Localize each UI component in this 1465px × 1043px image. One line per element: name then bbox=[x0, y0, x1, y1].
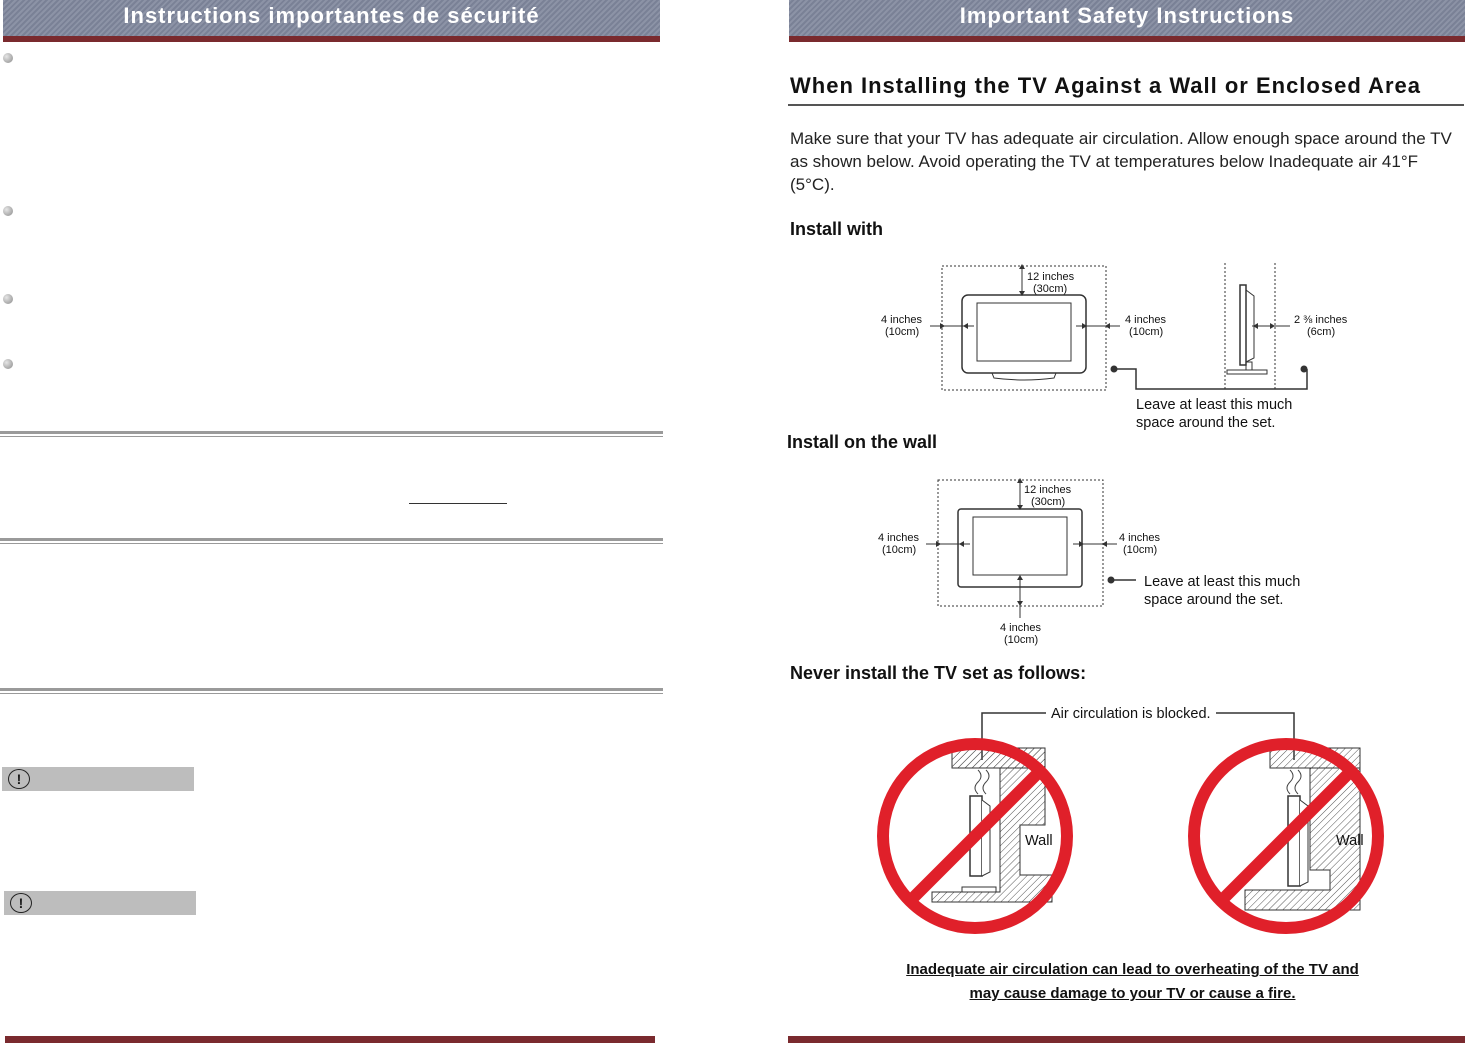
wall-bottom-line1: 4 inches bbox=[1000, 622, 1041, 634]
right-banner bbox=[789, 0, 1465, 42]
top-clearance-line2: (30cm) bbox=[1033, 283, 1068, 295]
wall-legend-line1: Leave at least this much bbox=[1144, 574, 1301, 590]
install-with-diagram bbox=[870, 258, 1370, 436]
bullet-2 bbox=[3, 206, 13, 216]
right-clearance-line2: (10cm) bbox=[1129, 326, 1164, 338]
wall-bottom-line2: (10cm) bbox=[1004, 634, 1039, 646]
wall-label: Wall bbox=[1025, 833, 1053, 849]
air-blocked-label: Air circulation is blocked. bbox=[1051, 706, 1211, 722]
wall-right-line2: (10cm) bbox=[1123, 544, 1158, 556]
caution-bar-1 bbox=[2, 767, 194, 791]
left-clearance-line1: 4 inches bbox=[881, 314, 922, 326]
right-clearance-line1: 4 inches bbox=[1125, 314, 1166, 326]
wall-right-line1: 4 inches bbox=[1119, 532, 1160, 544]
section-separator-2 bbox=[0, 538, 663, 544]
install-with-title: Install with bbox=[790, 219, 884, 239]
wall-top-line2: (30cm) bbox=[1031, 496, 1066, 508]
right-banner-title: Important Safety Instructions bbox=[959, 3, 1295, 28]
legend-line2: space around the set. bbox=[1136, 415, 1276, 431]
rear-clearance-line2: (6cm) bbox=[1307, 326, 1336, 338]
notice-line2: may cause damage to your TV or cause a fire. bbox=[969, 985, 1296, 1002]
left-clearance-line2: (10cm) bbox=[885, 326, 920, 338]
wall-left-line1: 4 inches bbox=[878, 532, 919, 544]
bullet-3 bbox=[3, 294, 13, 304]
heading-rule bbox=[788, 104, 1464, 106]
caution-bar-2 bbox=[4, 891, 196, 915]
intro-paragraph: Make sure that your TV has adequate air circulation. Allow enough space around the TV as shown below. Avoid operating the TV at temperatures below Inadequate air 41°F (5°C). bbox=[790, 129, 1452, 194]
wall-label-2: Wall bbox=[1336, 833, 1364, 849]
section-heading: When Installing the TV Against a Wall or Enclosed Area bbox=[790, 73, 1421, 98]
right-bottom-bar bbox=[788, 1036, 1465, 1043]
section-separator-3 bbox=[0, 688, 663, 694]
underline-mark bbox=[409, 503, 507, 504]
top-clearance-line1: 12 inches bbox=[1027, 271, 1075, 283]
caution-icon: ! bbox=[8, 769, 30, 789]
caution-icon: ! bbox=[10, 893, 32, 913]
install-wall-title: Install on the wall bbox=[787, 432, 938, 452]
wall-legend-line2: space around the set. bbox=[1144, 592, 1284, 608]
legend-line1: Leave at least this much bbox=[1136, 397, 1293, 413]
rear-clearance-line1: 2 ⅜ inches bbox=[1294, 314, 1348, 326]
section-separator-1 bbox=[0, 431, 663, 437]
wall-top-line1: 12 inches bbox=[1024, 484, 1072, 496]
left-banner bbox=[3, 0, 660, 42]
left-banner-title: Instructions importantes de sécurité bbox=[123, 3, 540, 28]
never-install-diagram bbox=[870, 700, 1400, 940]
left-bottom-bar bbox=[5, 1036, 655, 1043]
install-wall-diagram bbox=[870, 476, 1330, 648]
wall-left-line2: (10cm) bbox=[882, 544, 917, 556]
notice-line1: Inadequate air circulation can lead to overheating of the TV and bbox=[906, 961, 1359, 978]
bullet-4 bbox=[3, 359, 13, 369]
never-install-title: Never install the TV set as follows: bbox=[790, 663, 1087, 683]
bullet-1 bbox=[3, 53, 13, 63]
